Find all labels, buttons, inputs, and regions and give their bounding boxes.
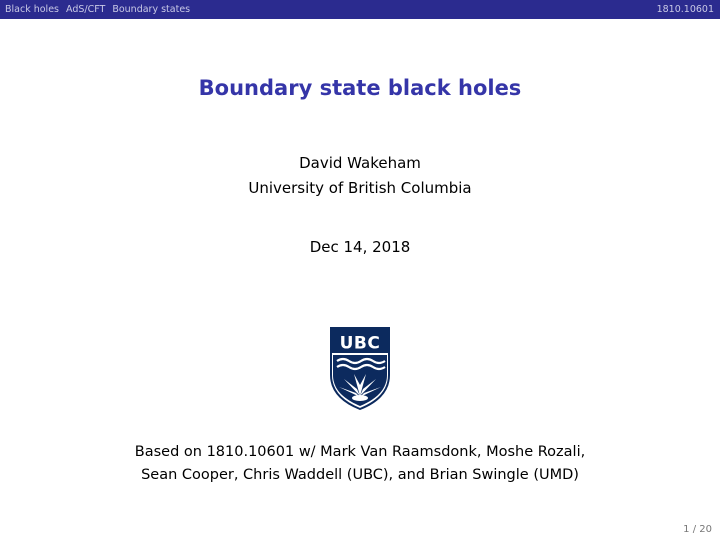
ubc-crest-icon xyxy=(330,327,390,410)
slide-title: Boundary state black holes xyxy=(198,76,522,100)
credits-line-1: Based on 1810.10601 w/ Mark Van Raamsdonk, Moshe Rozali, xyxy=(134,444,586,460)
nav-item-ads-cft[interactable]: AdS/CFT xyxy=(66,4,106,15)
credits xyxy=(0,441,720,487)
page-number: 1 / 20 xyxy=(683,524,712,535)
section-nav xyxy=(5,4,190,15)
arxiv-id: 1810.10601 xyxy=(656,4,714,15)
nav-item-boundary-states[interactable]: Boundary states xyxy=(112,4,191,15)
author-name: David Wakeham xyxy=(299,154,421,172)
credits-line-2: Sean Cooper, Chris Waddell (UBC), and Brian Swingle (UMD) xyxy=(141,467,579,483)
presentation-date: Dec 14, 2018 xyxy=(309,238,411,256)
header-bar xyxy=(0,0,720,19)
logo-text: UBC xyxy=(339,333,381,354)
institute-name: University of British Columbia xyxy=(248,179,472,197)
nav-item-black-holes[interactable]: Black holes xyxy=(5,4,59,15)
